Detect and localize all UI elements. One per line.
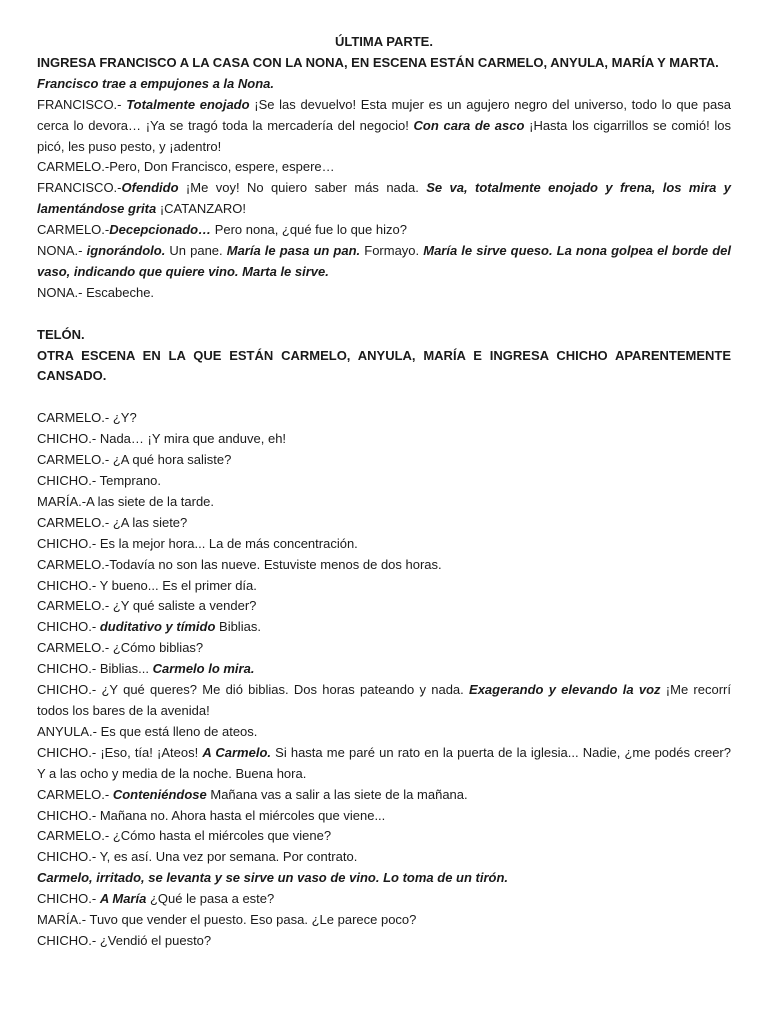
dialogue-line: [37, 429, 731, 450]
stage-direction: Ofendido: [121, 180, 179, 196]
text-run: Biblias.: [215, 619, 261, 635]
dialogue-line: [37, 471, 731, 492]
text-run: CARMELO.- ¿Y qué saliste a vender?: [37, 598, 257, 614]
dialogue-line: [37, 826, 731, 847]
stage-direction: A Carmelo.: [202, 744, 272, 760]
stage-direction: Se va, totalmente enojado y frena, los mira y lamentándose grita: [37, 180, 731, 217]
text-run: CHICHO.- Es la mejor hora... La de más concentración.: [37, 535, 358, 551]
text-run: CHICHO.- Nada… ¡Y mira que anduve, eh!: [37, 431, 287, 447]
stage-direction: Con cara de asco: [413, 117, 525, 133]
dialogue-line: [37, 638, 731, 659]
dialogue-line: [37, 576, 731, 597]
dialogue-line: [37, 680, 731, 722]
text-run: CHICHO.- Y bueno... Es el primer día.: [37, 577, 257, 593]
text-run: Si hasta me paré un rato en la puerta de la iglesia... Nadie, ¿me podés creer? Y a las ocho y media de la noche. Buena hora.: [37, 744, 731, 781]
text-run: CARMELO.-: [37, 222, 110, 238]
text-run: CARMELO.- ¿A qué hora saliste?: [37, 452, 232, 468]
text-run: ¡CATANZARO!: [156, 201, 246, 217]
stage-direction: ignorándolo.: [86, 243, 166, 259]
dialogue-line: [37, 806, 731, 827]
scene-heading: [37, 53, 731, 74]
text-run: ¡Hasta los cigarrillos se comió! los picó, les puso pesto, y ¡adentro!: [37, 117, 731, 154]
dialogue-line: [37, 283, 731, 304]
text-run: Formayo.: [360, 243, 424, 259]
stage-direction: Carmelo, irritado, se levanta y se sirve un vaso de vino. Lo toma de un tirón.: [37, 870, 509, 886]
dialogue-line: [37, 241, 731, 283]
text-run: CHICHO.- ¡Eso, tía! ¡Ateos!: [37, 744, 203, 760]
text-run: CHICHO.- Biblias...: [37, 661, 153, 677]
text-run: ¡Se las devuelvo! Esta mujer es un agujero negro del universo, todo lo que pasa cerca lo devora… ¡Ya se tragó toda la mercadería del negocio!: [37, 96, 731, 133]
dialogue-line: [37, 220, 731, 241]
text-run: CARMELO.-Todavía no son las nueve. Estuviste menos de dos horas.: [37, 556, 442, 572]
dialogue-line: [37, 596, 731, 617]
paragraph-gap: [37, 304, 731, 325]
stage-direction: Conteniéndose: [112, 786, 207, 802]
text-run: CHICHO.- ¿Y qué queres? Me dió biblias. Dos horas pateando y nada.: [37, 682, 470, 698]
text-run: CHICHO.- Y, es así. Una vez por semana. Por contrato.: [37, 849, 358, 865]
text-run: FRANCISCO.-: [37, 180, 122, 196]
stage-direction: Exagerando y elevando la voz: [469, 682, 661, 698]
dialogue-line: [37, 659, 731, 680]
stage-direction: OTRA ESCENA EN LA QUE ESTÁN CARMELO, ANYULA, MARÍA E INGRESA CHICHO APARENTEMENTE CANSADO.: [37, 347, 731, 384]
text-run: MARÍA.-A las siete de la tarde.: [37, 493, 215, 509]
text-run: CHICHO.- ¿Vendió el puesto?: [37, 932, 212, 948]
paragraph-gap: [37, 387, 731, 408]
dialogue-line: [37, 450, 731, 471]
text-run: NONA.- Escabeche.: [37, 284, 155, 300]
dialogue-line: [37, 889, 731, 910]
dialogue-line: [37, 847, 731, 868]
stage-direction: INGRESA FRANCISCO A LA CASA CON LA NONA, EN ESCENA ESTÁN CARMELO, ANYULA, MARÍA Y MARTA.: [37, 54, 719, 70]
script-body: [37, 53, 731, 952]
dialogue-line: [37, 513, 731, 534]
dialogue-line: [37, 722, 731, 743]
dialogue-line: [37, 157, 731, 178]
document-title: ÚLTIMA PARTE.: [335, 34, 433, 49]
text-run: MARÍA.- Tuvo que vender el puesto. Eso pasa. ¿Le parece poco?: [37, 912, 417, 928]
text-run: CARMELO.- ¿Cómo biblias?: [37, 640, 204, 656]
text-run: CARMELO.- ¿Y?: [37, 410, 137, 426]
stage-direction: María le sirve queso. La nona golpea el borde del vaso, indicando que quiere vino. Marta le sirve.: [37, 243, 731, 279]
stage-direction: Decepcionado…: [109, 222, 212, 238]
stage-direction: Carmelo lo mira.: [152, 661, 255, 677]
dialogue-line: [37, 534, 731, 555]
text-run: CARMELO.- ¿A las siete?: [37, 514, 188, 530]
text-run: CHICHO.- Mañana no. Ahora hasta el miércoles que viene...: [37, 807, 386, 823]
document-page: [37, 32, 731, 952]
dialogue-line: [37, 408, 731, 429]
stage-direction: A María: [99, 891, 147, 907]
dialogue-line: [37, 931, 731, 952]
text-run: CHICHO.- Temprano.: [37, 473, 162, 488]
text-run: CARMELO.-Pero, Don Francisco, espere, espere…: [37, 159, 335, 175]
scene-heading: [37, 325, 731, 346]
text-run: Un pane.: [165, 243, 227, 259]
dialogue-line: [37, 178, 731, 220]
text-run: CHICHO.-: [37, 891, 100, 907]
dialogue-line: [37, 785, 731, 806]
dialogue-line: [37, 492, 731, 513]
scene-heading: [37, 346, 731, 388]
dialogue-line: [37, 743, 731, 785]
stage-direction: TELÓN.: [37, 326, 85, 342]
dialogue-line: [37, 910, 731, 931]
text-run: ¿Qué le pasa a este?: [146, 891, 275, 907]
stage-direction: María le pasa un pan.: [226, 243, 361, 259]
stage-direction: duditativo y tímido: [99, 619, 216, 635]
dialogue-line: [37, 868, 731, 889]
dialogue-line: [37, 74, 731, 95]
dialogue-line: [37, 95, 731, 158]
text-run: ANYULA.- Es que está lleno de ateos.: [37, 723, 258, 739]
text-run: FRANCISCO.-: [37, 96, 127, 112]
text-run: ¡Me voy! No quiero saber más nada.: [178, 180, 427, 196]
text-run: Pero nona, ¿qué fue lo que hizo?: [211, 222, 407, 238]
stage-direction: Francisco trae a empujones a la Nona.: [37, 75, 274, 91]
dialogue-line: [37, 617, 731, 638]
text-run: CARMELO.-: [37, 786, 113, 802]
stage-direction: Totalmente enojado: [126, 96, 250, 112]
text-run: Mañana vas a salir a las siete de la mañana.: [206, 786, 468, 802]
dialogue-line: [37, 555, 731, 576]
text-run: CARMELO.- ¿Cómo hasta el miércoles que viene?: [37, 828, 332, 844]
text-run: NONA.-: [37, 243, 87, 259]
text-run: ¡Me recorrí todos los bares de la avenida!: [37, 682, 731, 718]
text-run: CHICHO.-: [37, 619, 100, 635]
